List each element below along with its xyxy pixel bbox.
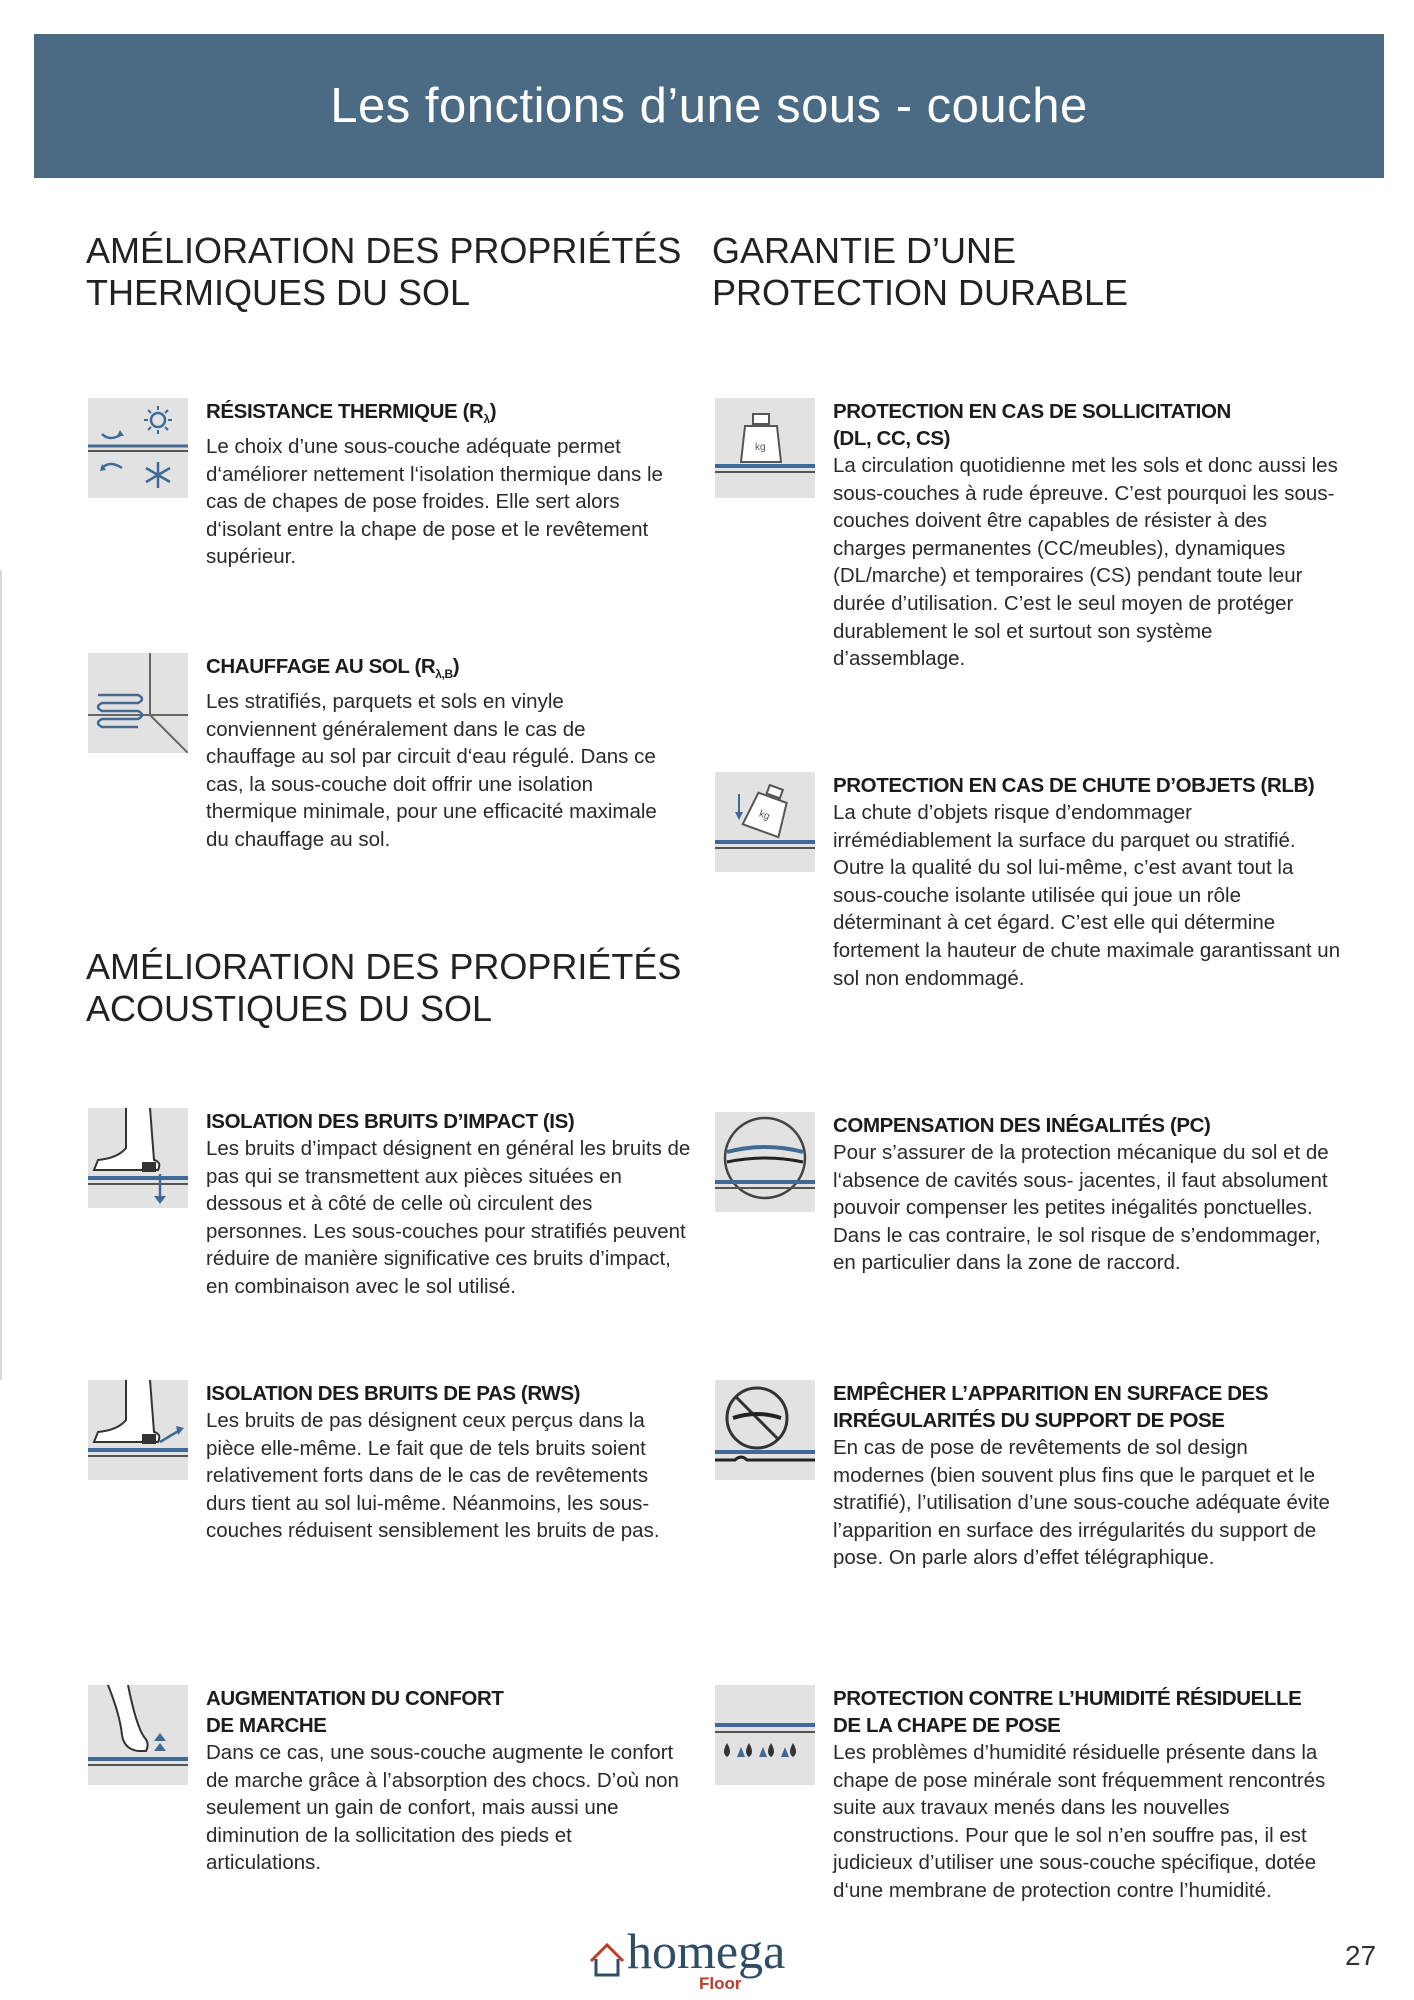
section-thermal-line2: THERMIQUES DU SOL: [86, 272, 471, 313]
item-floor-heating: [88, 653, 678, 853]
impact-noise-icon: [88, 1108, 188, 1208]
comfort-title: AUGMENTATION DU CONFORT DE MARCHE: [206, 1687, 504, 1737]
humidity-drops-icon: [715, 1685, 815, 1785]
section-acoustic-heading: [86, 946, 681, 1030]
step-noise-title: ISOLATION DES BRUITS DE PAS (RWS): [206, 1382, 581, 1405]
weight-kg-icon: [715, 398, 815, 498]
falling-objects-title: PROTECTION EN CAS DE CHUTE D’OBJETS (RLB): [833, 774, 1315, 797]
item-unevenness: [715, 1112, 1345, 1322]
floor-heating-text: Les stratifiés, parquets et sols en vinyle conviennent généralement dans le cas de chauffage au sol par circuit d‘eau régulé. Dans ce cas, la sous-couche doit offrir une isolation thermique minimale, pour une efficacité maximale du chauffage au sol.: [206, 690, 657, 852]
section-thermal-line1: AMÉLIORATION DES PROPRIÉTÉS: [86, 230, 682, 271]
item-comfort: [88, 1685, 688, 1885]
unevenness-title: COMPENSATION DES INÉGALITÉS (PC): [833, 1114, 1211, 1137]
step-noise-icon: [88, 1380, 188, 1480]
thermal-resistance-title: RÉSISTANCE THERMIQUE $(R_\lambda)$: [206, 400, 497, 427]
humidity-protection-title: PROTECTION CONTRE L’HUMIDITÉ RÉSIDUELLE DE LA CHAPE DE POSE: [833, 1687, 1302, 1737]
telegraph-effect-text: En cas de pose de revêtements de sol design modernes (bien souvent plus fins que le parquet et le stratifié), l’utilisation d’une sous-couche adéquate évite l’apparition en surface des irrégularités du support de pose. On parle alors d’effet télégraphique.: [833, 1436, 1330, 1570]
title-banner: [34, 34, 1384, 178]
unevenness-text: Pour s’assurer de la protection mécanique du sol et de l‘absence de cavités sous- jacentes, il faut absolument pouvoir compenser les petites inégalités ponctuelles. Dans le cas contraire, le sol risque de s’endommager, en particulier dans la zone de raccord.: [833, 1141, 1329, 1275]
svg-text:kg: kg: [757, 808, 772, 823]
falling-weight-icon: [715, 772, 815, 872]
homega-logo: [585, 1925, 835, 1995]
brand-name: homega: [627, 1923, 786, 1979]
item-humidity-protection: [715, 1685, 1345, 1935]
no-irregularity-icon: [715, 1380, 815, 1480]
section-acoustic-line1: AMÉLIORATION DES PROPRIÉTÉS: [86, 946, 682, 987]
section-durable-heading: [712, 230, 1128, 314]
floor-heating-icon: [88, 653, 188, 753]
load-protection-title: PROTECTION EN CAS DE SOLLICITATION (DL, CC, CS): [833, 400, 1231, 450]
load-protection-text: La circulation quotidienne met les sols et donc aussi les sous-couches à rude épreuve. C’est pourquoi les sous-couches doivent être capables de résister à des charges permanentes (CC/meubles), dynamiques (DL/marche) et temporaires (CS) pendant toute leur durée d’utilisation. C’est le seul moyen de protéger durablement le sol et surtout son système d’assemblage.: [833, 454, 1338, 671]
left-edge-line: [0, 570, 2, 1380]
comfort-icon: [88, 1685, 188, 1785]
page-number: 27: [1345, 1940, 1377, 1971]
item-step-noise: [88, 1380, 688, 1580]
thermal-resistance-text: Le choix d’une sous-couche adéquate permet d‘améliorer nettement l‘isolation thermique dans le cas de chapes de pose froides. Elle sert alors d‘isolant entre la chape de pose et le revêtement supérieur.: [206, 435, 663, 569]
step-noise-text: Les bruits de pas désignent ceux perçus dans la pièce elle-même. Le fait que de tels bruits soient relativement forts dans de le cas de revêtements durs tient au sol lui-même. Néanmoins, les sous-couches réduisent sensiblement les bruits de pas.: [206, 1409, 660, 1543]
humidity-protection-text: Les problèmes d’humidité résiduelle présente dans la chape de pose minérale sont fréquemment rencontrés suite aux travaux menés dans les nouvelles constructions. Pour que le sol n’en souffre pas, il est judicieux d’utiliser une sous-couche spécifique, dotée d‘une membrane de protection contre l’humidité.: [833, 1741, 1326, 1902]
floor-heating-title: CHAUFFAGE AU SOL $(R_{\lambda,B})$: [206, 655, 460, 682]
impact-noise-title: ISOLATION DES BRUITS D’IMPACT (IS): [206, 1110, 575, 1133]
telegraph-effect-title: EMPÊCHER L’APPARITION EN SURFACE DES IRRÉGULARITÉS DU SUPPORT DE POSE: [833, 1382, 1269, 1432]
comfort-text: Dans ce cas, une sous-couche augmente le confort de marche grâce à l’absorption des chocs. D’où non seulement un gain de confort, mais aussi une diminution de la sollicitation des pieds et articulations.: [206, 1741, 679, 1875]
unevenness-icon: [715, 1112, 815, 1212]
falling-objects-text: La chute d’objets risque d’endommager irrémédiablement la surface du parquet ou stratifié. Outre la qualité du sol lui-même, c’est avant tout la sous-couche isolante utilisée qui joue un rôle déterminant à cet égard. C’est elle qui détermine fortement la hauteur de chute maximale garantissant un sol non endommagé.: [833, 801, 1341, 990]
brand-sub: Floor: [699, 1974, 742, 1993]
svg-text:kg: kg: [755, 442, 766, 453]
item-telegraph-effect: [715, 1380, 1345, 1610]
section-durable-line1: GARANTIE D’UNE: [712, 230, 1017, 271]
house-icon: [587, 1939, 627, 1979]
impact-noise-text: Les bruits d’impact désignent en général les bruits de pas qui se transmettent aux pièces situées en dessous et à côté de celle où circulent des personnes. Les sous-couches pour stratifiés peuvent réduire de manière significative ces bruits d’impact, en combinaison avec le sol utilisé.: [206, 1137, 691, 1298]
item-impact-noise: [88, 1108, 691, 1333]
thermal-resistance-icon: [88, 398, 188, 498]
item-thermal-resistance: [88, 398, 678, 578]
section-acoustic-line2: ACOUSTIQUES DU SOL: [86, 988, 493, 1029]
item-falling-objects: [715, 772, 1345, 1002]
item-load-protection: [715, 398, 1345, 698]
page-title: Les fonctions d’une sous - couche: [330, 79, 1088, 133]
section-durable-line2: PROTECTION DURABLE: [712, 272, 1129, 313]
section-thermal-heading: [86, 230, 681, 314]
